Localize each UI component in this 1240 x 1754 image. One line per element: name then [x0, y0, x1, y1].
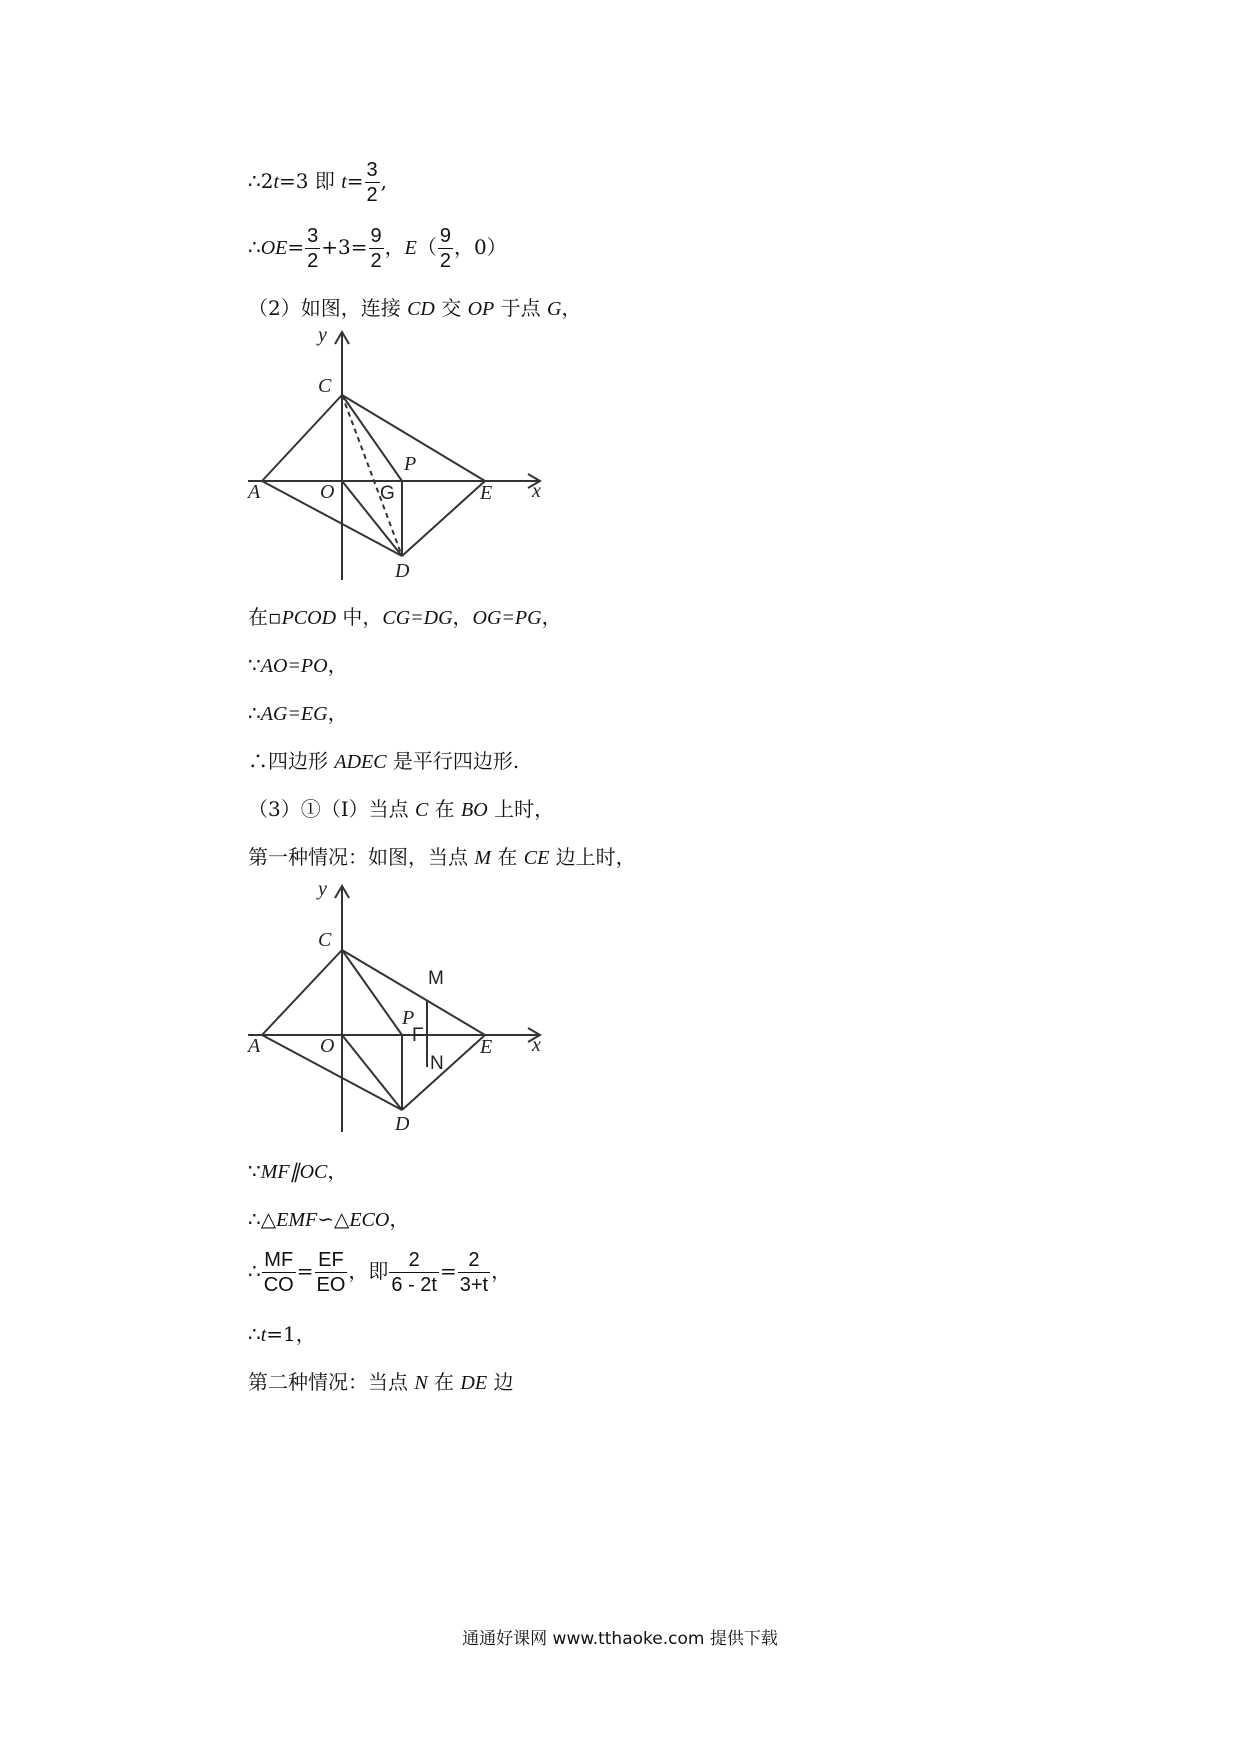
label-a: A [248, 1035, 261, 1057]
label-x: x [532, 1034, 541, 1056]
line-13: ∴t=1， [248, 1322, 316, 1346]
label-a: A [248, 481, 261, 503]
line-7: ∴四边形 ADEC 是平行四边形. [248, 749, 520, 773]
line-12: ∴ $\frac{MF}{CO}$ = $\frac{EF}{EO}$ ，即 $\frac{2}{6 - 2t}$ = $\frac{2}{3+t}$ ， [248, 1249, 512, 1296]
label-c: C [318, 375, 332, 397]
label-p: P [404, 453, 417, 475]
label-d: D [395, 1113, 410, 1135]
line-1: ∴2t=3 即 t= $\frac{3}{2}$ , [248, 159, 388, 206]
label-f: F [412, 1025, 424, 1046]
segment-ac [262, 395, 342, 481]
figure-1 [240, 325, 560, 585]
label-g: G [380, 483, 395, 504]
fraction: $\frac{9}{2}$ [370, 225, 382, 272]
fraction: $\frac{EF}{EO}$ [316, 1249, 346, 1296]
label-d: D [395, 560, 410, 582]
line-10: ∵MF∥OC， [248, 1159, 348, 1183]
line-5: ∵AO=PO， [248, 653, 348, 677]
segment-ed [402, 481, 485, 556]
segment-od [342, 1035, 402, 1110]
line-8: （3）①（Ⅰ）当点 C 在 BO 上时， [248, 797, 555, 821]
segment-cp [342, 395, 402, 481]
label-o: O [320, 1035, 335, 1057]
line-6: ∴AG=EG， [248, 701, 348, 725]
line-11: ∴△EMF∽△ECO， [248, 1207, 410, 1231]
line-4: 在▫PCOD 中，CG=DG，OG=PG， [248, 605, 562, 629]
fraction: $\frac{3}{2}$ [307, 225, 319, 272]
label-c: C [318, 929, 332, 951]
label-n: N [430, 1053, 444, 1074]
line-9: 第一种情况：如图，当点 M 在 CE 边上时， [248, 845, 636, 869]
label-p: P [402, 1007, 415, 1029]
figure-2 [240, 878, 560, 1138]
label-x: x [532, 480, 541, 502]
page-footer: 通通好课网 www.tthaoke.com 提供下载 [462, 1629, 778, 1649]
fraction: $\frac{2}{6 - 2t}$ [391, 1249, 437, 1296]
fraction: $\frac{3}{2}$ [366, 159, 378, 206]
label-o: O [320, 481, 335, 503]
fraction: $\frac{9}{2}$ [439, 225, 452, 272]
segment-cp [342, 950, 402, 1035]
line-2: ∴OE= $\frac{3}{2}$ +3= $\frac{9}{2}$ ，E（ $\frac{9}{2}$ ，0） [248, 225, 507, 272]
segment-cd-dashed [342, 395, 402, 556]
label-e: E [480, 482, 493, 504]
label-m: M [428, 968, 444, 989]
segment-ac [262, 950, 342, 1035]
label-y: y [318, 878, 327, 900]
line-3: （2）如图，连接 CD 交 OP 于点 G， [248, 296, 582, 320]
line-14: 第二种情况：当点 N 在 DE 边 [248, 1370, 514, 1394]
label-e: E [480, 1036, 493, 1058]
fraction: $\frac{2}{3+t}$ [459, 1249, 489, 1296]
fraction: $\frac{MF}{CO}$ [263, 1249, 294, 1296]
label-y: y [318, 325, 327, 346]
